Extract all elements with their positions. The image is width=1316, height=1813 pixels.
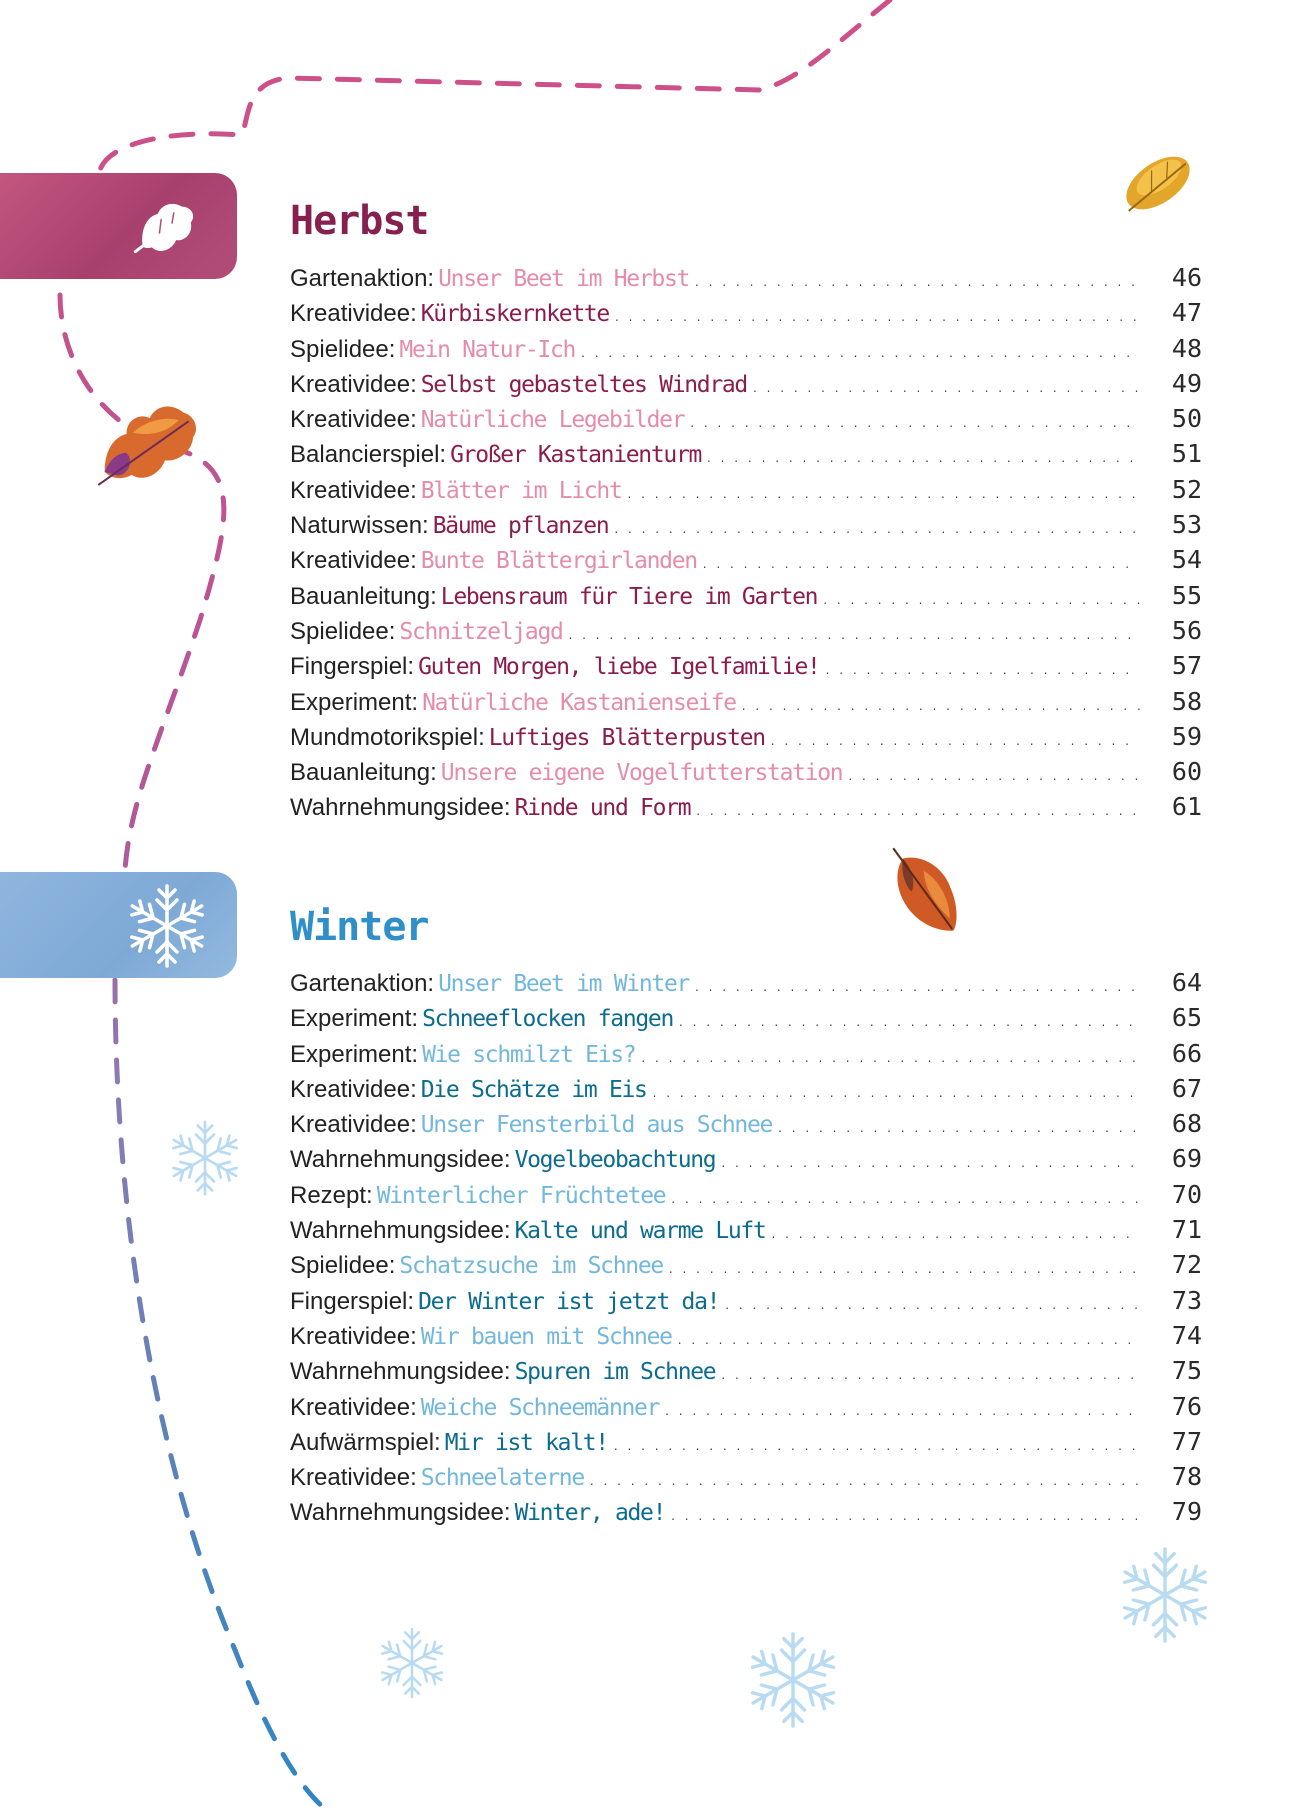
toc-entry <box>290 1180 1202 1215</box>
entry-category: Kreatividee: <box>290 547 417 575</box>
entry-title: Bunte Blättergirlanden <box>420 548 697 575</box>
toc-entry <box>290 369 1202 404</box>
entry-title: Wie schmilzt Eis? <box>422 1041 636 1068</box>
entry-category: Experiment: <box>290 1040 419 1068</box>
entry-category: Experiment: <box>290 688 419 716</box>
toc-entry <box>290 1039 1202 1074</box>
entry-category: Wahrnehmungsidee: <box>290 1217 511 1245</box>
entry-title: Die Schätze im Eis <box>420 1076 647 1103</box>
entry-title: Spuren im Schnee <box>514 1359 716 1386</box>
toc-entry <box>290 1003 1202 1038</box>
page-number: 74 <box>1171 1320 1202 1350</box>
dot-leader <box>628 487 1140 501</box>
toc-winter <box>290 968 1202 1533</box>
toc-entry <box>290 263 1202 298</box>
entry-title: Guten Morgen, liebe Igelfamilie! <box>418 654 820 681</box>
entry-title: Kürbiskernkette <box>420 301 609 328</box>
page-number: 73 <box>1171 1285 1202 1315</box>
toc-entry <box>290 687 1202 722</box>
page-number: 66 <box>1171 1038 1202 1068</box>
entry-category: Kreatividee: <box>290 1464 417 1492</box>
page-number: 72 <box>1171 1250 1202 1280</box>
page-number: 64 <box>1171 968 1202 997</box>
entry-category: Balancierspiel: <box>290 441 447 469</box>
leaf-icon <box>125 185 209 269</box>
herbst-tab <box>0 173 237 279</box>
dot-leader <box>665 1404 1140 1418</box>
page-number: 70 <box>1171 1179 1202 1209</box>
page-number: 49 <box>1171 368 1202 398</box>
entry-title: Bäume pflanzen <box>432 513 609 540</box>
toc-entry <box>290 722 1202 757</box>
toc-entry <box>290 1250 1202 1285</box>
entry-category: Bauanleitung: <box>290 582 437 610</box>
oak-leaf-icon <box>79 393 207 500</box>
entry-title: Vogelbeobachtung <box>514 1147 716 1174</box>
toc-entry <box>290 1286 1202 1321</box>
dot-leader <box>679 1015 1140 1029</box>
dot-leader <box>696 804 1140 818</box>
entry-category: Kreatividee: <box>290 370 417 398</box>
page-number: 46 <box>1171 263 1202 292</box>
entry-category: Kreatividee: <box>290 406 417 434</box>
toc-entry <box>290 1074 1202 1109</box>
toc-entry <box>290 581 1202 616</box>
entry-category: Fingerspiel: <box>290 653 415 681</box>
toc-entry <box>290 651 1202 686</box>
dot-leader <box>581 346 1140 360</box>
dot-leader <box>615 310 1140 324</box>
dot-leader <box>690 416 1140 430</box>
toc-entry <box>290 545 1202 580</box>
winter-tab <box>0 872 237 978</box>
entry-title: Luftiges Blätterpusten <box>488 724 765 751</box>
page-number: 52 <box>1171 474 1202 504</box>
entry-title: Natürliche Legebilder <box>420 407 685 434</box>
entry-title: Kalte und warme Luft <box>514 1218 766 1245</box>
toc-entry <box>290 1392 1202 1427</box>
page-number: 71 <box>1171 1215 1202 1245</box>
toc-entry <box>290 757 1202 792</box>
yellow-leaf-icon <box>1114 146 1199 222</box>
entry-category: Rezept: <box>290 1181 373 1209</box>
dot-leader <box>669 1262 1140 1276</box>
entry-title: Weiche Schneemänner <box>420 1394 660 1421</box>
dot-leader <box>725 1298 1140 1312</box>
entry-category: Wahrnehmungsidee: <box>290 794 511 822</box>
toc-entry <box>290 298 1202 333</box>
toc-entry <box>290 510 1202 545</box>
dot-leader <box>614 1439 1140 1453</box>
dot-leader <box>753 381 1140 395</box>
section-title-herbst: Herbst <box>290 198 429 244</box>
page-number: 55 <box>1171 580 1202 610</box>
toc-entry <box>290 1215 1202 1250</box>
entry-title: Unser Fensterbild aus Schnee <box>420 1112 773 1139</box>
snowflake-icon <box>169 1122 240 1194</box>
page-number: 69 <box>1171 1144 1202 1174</box>
entry-title: Schatzsuche im Schnee <box>399 1253 663 1280</box>
page-number: 76 <box>1171 1391 1202 1421</box>
entry-category: Kreatividee: <box>290 1111 417 1139</box>
entry-title: Rinde und Form <box>514 795 691 822</box>
dot-leader <box>678 1333 1140 1347</box>
dot-leader <box>707 451 1140 465</box>
dot-leader <box>771 734 1140 748</box>
toc-entry <box>290 404 1202 439</box>
toc-entry <box>290 1144 1202 1179</box>
entry-category: Gartenaktion: <box>290 265 435 292</box>
entry-category: Kreatividee: <box>290 1393 417 1421</box>
page-number: 53 <box>1171 510 1202 540</box>
dot-leader <box>614 522 1140 536</box>
page-number: 56 <box>1171 615 1202 645</box>
toc-entry <box>290 1356 1202 1391</box>
snowflake-icon <box>125 884 209 968</box>
entry-category: Aufwärmspiel: <box>290 1428 441 1456</box>
entry-title: Unser Beet im Winter <box>438 971 690 997</box>
snowflake-icon <box>1119 1549 1210 1641</box>
toc-entry <box>290 439 1202 474</box>
toc-herbst <box>290 263 1202 828</box>
page-number: 54 <box>1171 545 1202 575</box>
toc-entry <box>290 616 1202 651</box>
entry-category: Mundmotorikspiel: <box>290 723 485 751</box>
snowflake-icon <box>747 1634 838 1726</box>
entry-title: Unser Beet im Herbst <box>438 266 690 292</box>
dot-leader <box>695 275 1140 289</box>
entry-category: Gartenaktion: <box>290 970 435 997</box>
toc-entry <box>290 1497 1202 1532</box>
dot-leader <box>569 628 1140 642</box>
entry-category: Spielidee: <box>290 1252 396 1280</box>
entry-category: Experiment: <box>290 1005 419 1033</box>
entry-title: Unsere eigene Vogelfutterstation <box>440 760 843 787</box>
entry-category: Bauanleitung: <box>290 759 437 787</box>
entry-category: Kreatividee: <box>290 476 417 504</box>
dot-leader <box>590 1474 1140 1488</box>
dot-leader <box>695 980 1140 994</box>
entry-category: Kreatividee: <box>290 300 417 328</box>
page-number: 58 <box>1171 686 1202 716</box>
section-title-winter: Winter <box>290 904 429 950</box>
entry-title: Blätter im Licht <box>420 477 622 504</box>
dot-leader <box>671 1192 1140 1206</box>
toc-entry <box>290 968 1202 1003</box>
dot-leader <box>742 699 1140 713</box>
page-number: 47 <box>1171 298 1202 328</box>
entry-category: Wahrnehmungsidee: <box>290 1358 511 1386</box>
page-number: 67 <box>1171 1073 1202 1103</box>
entry-title: Schneelaterne <box>420 1465 584 1492</box>
page-number: 78 <box>1171 1462 1202 1492</box>
dot-leader <box>671 1509 1140 1523</box>
dot-leader <box>823 593 1140 607</box>
toc-entry <box>290 334 1202 369</box>
toc-entry <box>290 1427 1202 1462</box>
entry-category: Kreatividee: <box>290 1075 417 1103</box>
page-number: 50 <box>1171 404 1202 434</box>
entry-title: Der Winter ist jetzt da! <box>418 1288 720 1315</box>
dot-leader <box>721 1156 1140 1170</box>
entry-category: Naturwissen: <box>290 512 429 540</box>
page-number: 77 <box>1171 1426 1202 1456</box>
entry-title: Lebensraum für Tiere im Garten <box>440 583 818 610</box>
page-number: 61 <box>1171 792 1202 822</box>
entry-title: Großer Kastanienturm <box>450 442 702 469</box>
dot-leader <box>772 1227 1140 1241</box>
orange-leaf-icon <box>875 833 973 944</box>
page-number: 51 <box>1171 439 1202 469</box>
toc-entry <box>290 1321 1202 1356</box>
page-number: 75 <box>1171 1356 1202 1386</box>
entry-category: Wahrnehmungsidee: <box>290 1499 511 1527</box>
dot-leader <box>826 663 1140 677</box>
dot-leader <box>778 1121 1140 1135</box>
dot-leader <box>641 1051 1140 1065</box>
page-number: 79 <box>1171 1497 1202 1527</box>
entry-title: Natürliche Kastanienseife <box>422 689 736 716</box>
entry-title: Winterlicher Früchtetee <box>376 1182 666 1209</box>
page-number: 59 <box>1171 721 1202 751</box>
dot-leader <box>653 1086 1140 1100</box>
toc-entry <box>290 475 1202 510</box>
entry-title: Mir ist kalt! <box>444 1429 608 1456</box>
snowflake-icon <box>378 1629 445 1697</box>
entry-category: Fingerspiel: <box>290 1287 415 1315</box>
entry-title: Winter, ade! <box>514 1500 666 1527</box>
entry-title: Mein Natur-Ich <box>399 336 576 363</box>
page-number: 57 <box>1171 651 1202 681</box>
entry-title: Schnitzeljagd <box>399 618 563 645</box>
entry-title: Wir bauen mit Schnee <box>420 1323 672 1350</box>
page-number: 60 <box>1171 757 1202 787</box>
toc-entry <box>290 792 1202 827</box>
entry-category: Kreatividee: <box>290 1322 417 1350</box>
toc-entry <box>290 1462 1202 1497</box>
page-number: 68 <box>1171 1109 1202 1139</box>
dot-leader <box>848 769 1140 783</box>
entry-category: Spielidee: <box>290 617 396 645</box>
page-number: 48 <box>1171 333 1202 363</box>
dot-leader <box>703 557 1140 571</box>
entry-category: Spielidee: <box>290 335 396 363</box>
entry-title: Selbst gebasteltes Windrad <box>420 371 747 398</box>
entry-title: Schneeflocken fangen <box>422 1006 674 1033</box>
page-number: 65 <box>1171 1003 1202 1033</box>
toc-entry <box>290 1109 1202 1144</box>
dot-leader <box>721 1368 1140 1382</box>
entry-category: Wahrnehmungsidee: <box>290 1146 511 1174</box>
